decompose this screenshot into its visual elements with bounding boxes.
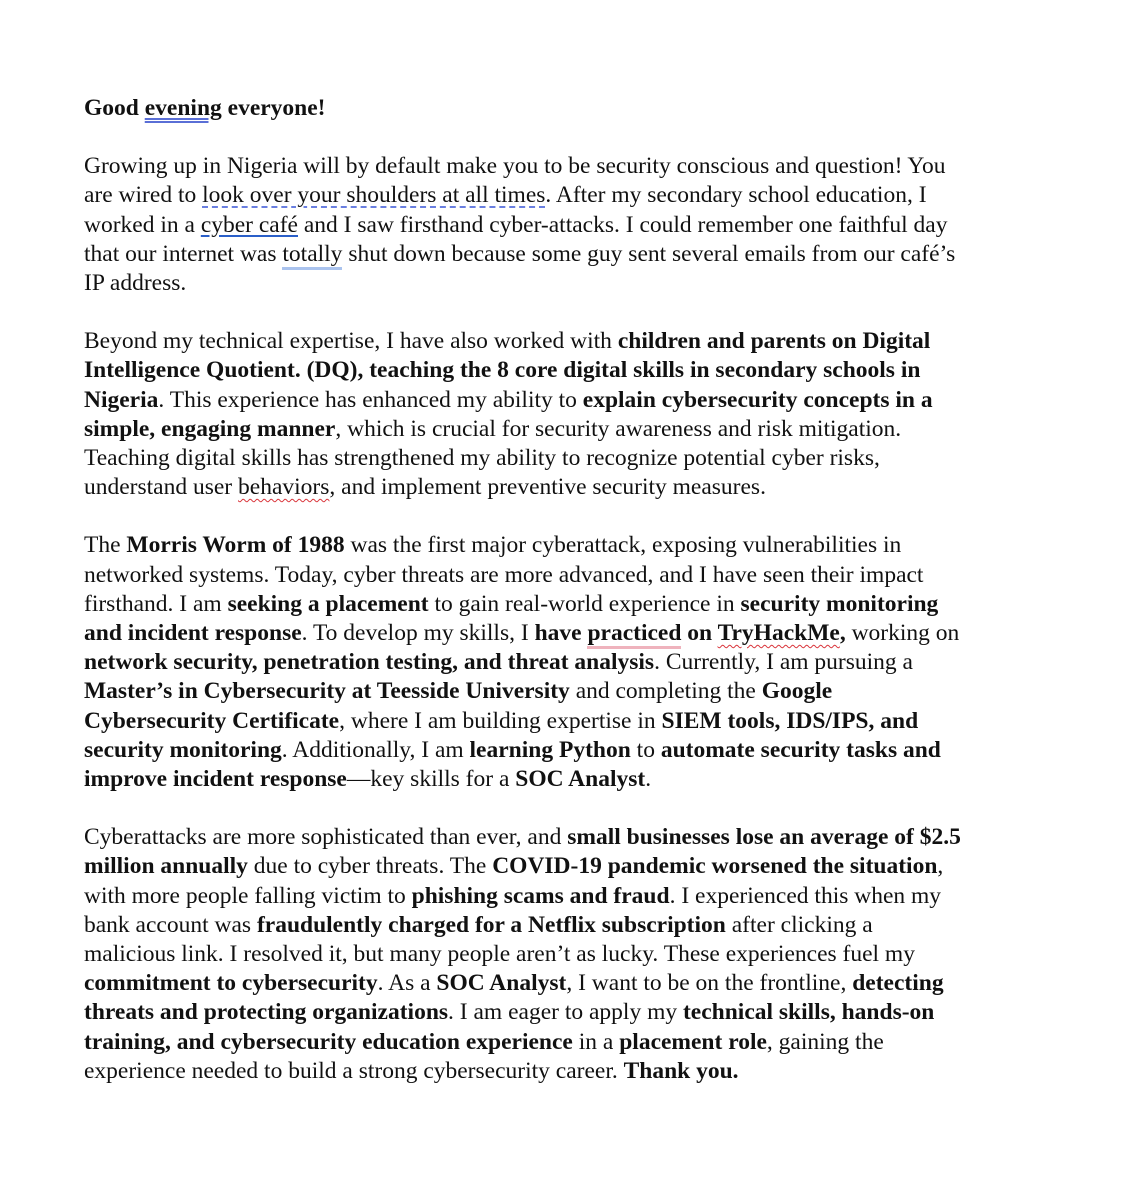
grammar-flag[interactable]: totally <box>282 241 342 270</box>
grammar-flag[interactable]: look over your shoulders at all times <box>202 182 546 209</box>
p2-line <box>84 327 1044 356</box>
p4-line <box>84 911 1044 940</box>
text-run: . After my secondary school education, I <box>545 182 927 209</box>
greeting-heading <box>84 94 1044 123</box>
text-run: Nigeria <box>84 386 159 413</box>
text-run: . This experience has enhanced my ability to <box>158 386 583 413</box>
text-run: and incident response <box>84 620 302 647</box>
text-run: small businesses lose an average of $2.5 <box>567 824 961 851</box>
text-run: phishing scams and fraud <box>411 882 670 909</box>
p3-line <box>84 619 1044 648</box>
p2-line <box>84 356 1044 385</box>
text-run: detecting <box>852 970 944 997</box>
p2-line: Teaching digital skills has strengthened my ability to recognize potential cyber risks, <box>84 445 880 472</box>
p2-line <box>84 386 1044 415</box>
paragraph-4 <box>84 823 1044 1086</box>
p3-line <box>84 765 1044 794</box>
text-run: network security, penetration testing, and threat analysis <box>84 649 655 676</box>
text-run: SOC Analyst <box>436 970 567 997</box>
text-run: fraudulently charged for a Netflix subscription <box>256 911 726 938</box>
p3-line <box>84 707 1044 736</box>
p3-line <box>84 677 1044 706</box>
spelling-flag[interactable]: TryHackMe <box>717 620 840 647</box>
text-run: seeking a placement <box>227 590 429 617</box>
text-run: million annually <box>84 853 248 880</box>
text-run: with more people falling victim to <box>84 882 412 909</box>
text-run: Morris Worm of 1988 <box>126 532 345 559</box>
text-run: technical skills, hands-on <box>682 999 935 1026</box>
text-run: are wired to <box>84 182 203 209</box>
greeting-text: Good <box>84 95 145 121</box>
text-run: Google <box>761 678 833 705</box>
text-run: to gain real-world experience in <box>428 590 741 617</box>
p2-line <box>84 415 1044 444</box>
text-run: The <box>84 532 127 559</box>
text-run: . Currently, I am pursuing a <box>654 649 913 676</box>
greeting-text-end: everyone! <box>221 95 326 121</box>
text-run: Cyberattacks are more sophisticated than ever, and <box>84 824 568 851</box>
text-run: SIEM tools, IDS/IPS, and <box>661 707 919 734</box>
text-run: security monitoring <box>84 736 282 763</box>
text-run: bank account was <box>84 911 257 938</box>
text-run: was the first major cyberattack, exposing vulnerabilities in <box>344 532 902 559</box>
greeting-underlined-word: evening <box>144 95 222 121</box>
document-page <box>84 94 1044 1115</box>
text-run: commitment to cybersecurity <box>84 970 378 997</box>
text-run: —key skills for a <box>346 766 516 793</box>
text-run: Master’s in Cybersecurity at Teesside University <box>84 678 570 705</box>
p4-line <box>84 1057 1044 1086</box>
text-run: , gaining the <box>766 1028 884 1055</box>
text-run: placement role <box>619 1028 767 1055</box>
p1-line <box>84 181 1044 210</box>
text-run: understand user <box>84 474 239 501</box>
text-run: in a <box>572 1028 620 1055</box>
text-run: security monitoring <box>740 590 939 617</box>
text-run: , where I am building expertise in <box>339 707 662 734</box>
grammar-flag[interactable]: cyber café <box>200 211 298 238</box>
p4-line <box>84 969 1044 998</box>
text-run: COVID-19 pandemic worsened the situation <box>492 853 938 880</box>
text-run: working on <box>845 620 960 647</box>
p3-line <box>84 648 1044 677</box>
text-run: simple, engaging manner <box>84 415 336 442</box>
p3-line: networked systems. Today, cyber threats are more advanced, and I have seen their impact <box>84 561 924 588</box>
spelling-flag[interactable]: behaviors <box>238 474 330 501</box>
text-run: Cybersecurity Certificate <box>84 707 340 734</box>
p4-line <box>84 1028 1044 1057</box>
text-run: explain cybersecurity concepts in a <box>582 386 933 413</box>
text-run: Thank you. <box>623 1057 739 1084</box>
grammar-flag[interactable]: practiced <box>587 620 681 649</box>
p3-line <box>84 736 1044 765</box>
text-run: and I saw firsthand cyber-attacks. I could remember one faithful day <box>298 211 948 238</box>
text-run: . I am eager to apply my <box>448 999 683 1026</box>
text-run: worked in a <box>84 211 201 238</box>
text-run: children and parents on Digital <box>617 328 931 355</box>
p1-line: Growing up in Nigeria will by default make you to be security conscious and question! You <box>84 153 946 180</box>
text-run: , <box>839 620 846 647</box>
text-run: , which is crucial for security awareness and risk mitigation. <box>335 415 902 442</box>
text-run: firsthand. I am <box>84 590 228 617</box>
text-run: Intelligence Quotient. (DQ), teaching the 8 core digital skills in secondary schools in <box>84 357 921 384</box>
text-run: on <box>681 620 718 647</box>
text-run: . Additionally, I am <box>281 736 470 763</box>
text-run: improve incident response <box>84 766 347 793</box>
paragraph-1 <box>84 152 1044 298</box>
text-run: . I experienced this when my <box>669 882 942 909</box>
text-run: , and implement preventive security measures. <box>329 474 766 501</box>
text-run: that our internet was <box>84 240 283 267</box>
p4-line <box>84 823 1044 852</box>
text-run: . <box>645 766 652 793</box>
text-run: . As a <box>377 970 437 997</box>
text-run: after clicking a <box>725 911 873 938</box>
paragraph-2 <box>84 327 1044 502</box>
p1-line: IP address. <box>84 270 187 297</box>
p4-line <box>84 852 1044 881</box>
text-run: . To develop my skills, I <box>301 620 535 647</box>
text-run: threats and protecting organizations <box>84 999 449 1026</box>
p4-line: malicious link. I resolved it, but many people aren’t as lucky. These experiences fuel my <box>84 941 915 968</box>
text-run: due to cyber threats. The <box>247 853 493 880</box>
text-run: Beyond my technical expertise, I have also worked with <box>84 328 618 355</box>
text-run: experience needed to build a strong cybersecurity career. <box>84 1057 624 1084</box>
p3-line <box>84 590 1044 619</box>
text-run: training, and cybersecurity education experience <box>84 1028 573 1055</box>
text-run: and completing the <box>569 678 762 705</box>
text-run: learning Python <box>469 736 631 763</box>
text-run: SOC Analyst <box>515 766 646 793</box>
text-run: have <box>534 620 588 647</box>
p4-line <box>84 882 1044 911</box>
p1-line <box>84 211 1044 240</box>
paragraph-3 <box>84 531 1044 794</box>
p1-line <box>84 240 1044 269</box>
text-run: automate security tasks and <box>660 736 941 763</box>
text-run: , <box>937 853 944 880</box>
text-run: to <box>630 736 661 763</box>
text-run: , I want to be on the frontline, <box>566 970 853 997</box>
p2-line <box>84 473 1044 502</box>
p3-line <box>84 531 1044 560</box>
text-run: shut down because some guy sent several emails from our café’s <box>342 240 956 267</box>
p4-line <box>84 998 1044 1027</box>
